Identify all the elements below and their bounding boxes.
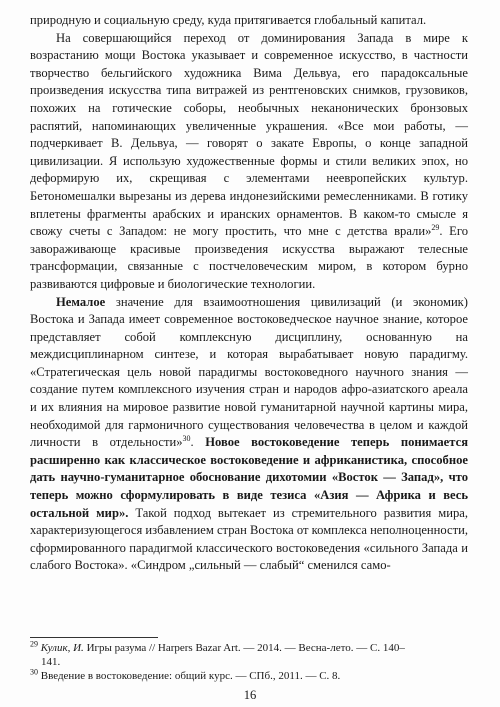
paragraph-3-bold-statement: Новое востоковедение теперь понимается расширенно как классическое востоковедение и африканистика, способное дать научно-гуманитарное обоснование дихотомии «Восток — Запад», что теперь можно сформулировать в виде тезиса «Азия — Африка и весь остальной мир».: [30, 435, 469, 520]
footnote-divider: [30, 637, 158, 638]
paragraph-2-text-b: . Его завораживающе красивые произведения искусства выражают телесные трансформации, связанные с постчеловеческим миром, в котором бурно развиваются цифровые и биологические технологии.: [30, 224, 468, 291]
footnote-text: Игры разума // Harpers Bazar Art. — 2014. — Весна-лето. — С. 140–: [83, 642, 405, 654]
paragraph-1: [30, 12, 468, 30]
paragraph-3-text-b: Такой подход вытекает из стремительного развития мира, характеризующегося избавлением стран Востока от комплекса неполноценности, сформированного парадигмой классического востоковедения «сильного Запада и слабого Востока». «Синдром „сильный — слабый“ сменился само-: [30, 505, 468, 573]
main-text: [30, 12, 468, 575]
paragraph-3-lead-bold: Немалое: [56, 294, 106, 309]
paragraph-2: [30, 30, 468, 294]
footnotes: [30, 641, 468, 683]
footnote-29-continuation: 141.: [41, 656, 61, 668]
footnote-text: Введение в востоковедение: общий курс. — СПб., 2011. — С. 8.: [38, 670, 341, 682]
footnote-number: 30: [30, 667, 38, 677]
footnote-ref-29[interactable]: 29: [431, 222, 440, 232]
paragraph-3-text-a: значение для взаимоотношения цивилизаций (и экономик) Востока и Запада имеет современное востоковедческое научное знание, которое представляет собой комплексную дисциплину, основанную на междисциплинарном синтезе, и которая вырабатывает новую парадигму. «Стратегическая цель новой парадигмы востоковедного научного знания — создание путем комплексного изучения стран и народов афро-азиатского ареала и их влияния на мировое развитие новой гуманитарной научной картины мира, необходимой для гармоничного существования человечества в целом и каждой личности в отдельности»: [30, 294, 468, 450]
footnote-ref-30[interactable]: 30: [182, 434, 191, 444]
footnote-number: 29: [30, 639, 38, 649]
paragraph-3-text-sep: .: [190, 435, 206, 450]
footnote-29: [30, 641, 468, 655]
paragraph-1-text: природную и социальную среду, куда притягивается глобальный капитал.: [30, 13, 427, 27]
footnote-author: Кулик, И.: [40, 642, 84, 654]
footnote-30: [30, 669, 468, 683]
paragraph-3: [30, 294, 468, 576]
page-number: 16: [243, 688, 257, 702]
paragraph-2-text-a: На совершающийся переход от доминирования Запада в мире к возрастанию мощи Востока указывает и современное искусство, в частности творчество бельгийского художника Вима Дельвуа, его парадоксальные произведения искусства типа витражей из рентгеновских снимков, грузовиков, похожих на готические соборы, необычных неканонических бронзовых распятий, напоминающих увеличенные украшения. «Все мои работы, — подчеркивает В. Дельвуа, — говорят о закате Европы, о конце западной цивилизации. Я использую художественные формы и стили великих эпох, но деформирую их, скрещивая с элементами неевропейских культур. Бетономешалки вырезаны из дерева индонезийскими ремесленниками. В готику вплетены фрагменты арабских и иранских орнаментов. В каком-то смысле я свожу счеты с Западом: не могу простить, что мне с детства врали»: [30, 30, 468, 239]
